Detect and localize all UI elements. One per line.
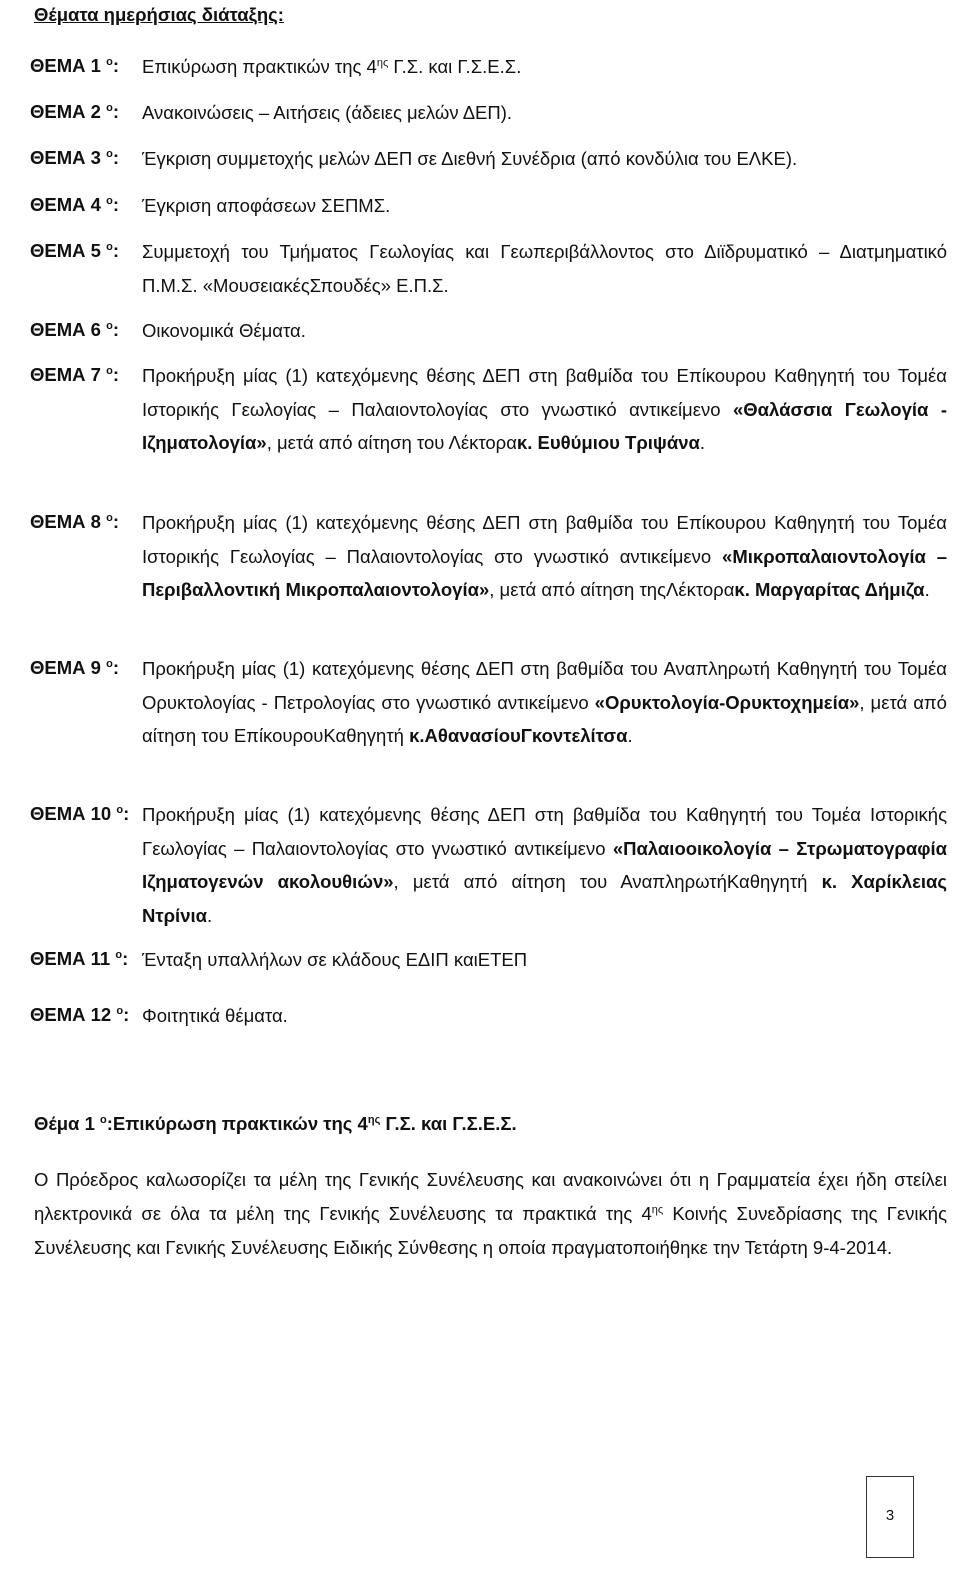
page-number-box [866, 1476, 914, 1558]
item-label-2: ΘΕΜΑ 2 $^o$: [30, 101, 119, 122]
item-label-6: ΘΕΜΑ 6 $^o$: [30, 319, 119, 340]
item-text-11: Ένταξη υπαλλήλων σε κλάδους ΕΔΙΠ καιΕΤΕΠ [142, 949, 528, 970]
item-text-2: Ανακοινώσεις – Αιτήσεις (άδειες μελών ΔΕΠ). [142, 102, 513, 123]
item-text-1: Επικύρωση πρακτικών της $4^{\eta\varsigma}$ Γ.Σ. και Γ.Σ.Ε.Σ. [142, 56, 522, 77]
agenda-heading: Θέματα ημερήσιας διάταξης: [34, 4, 284, 25]
item-label-4: ΘΕΜΑ 4 $^o$: [30, 194, 119, 215]
item-label-11: ΘΕΜΑ 11 $^o$: [30, 948, 129, 969]
item-text-4: Έγκριση αποφάσεων ΣΕΠΜΣ. [142, 195, 391, 216]
item-label-3: ΘΕΜΑ 3 $^o$: [30, 147, 119, 168]
item-text-9: Προκήρυξη μίας (1) κατεχόμενης θέσης ΔΕΠ στη βαθμίδα του Αναπληρωτή Καθηγητή του Τομέα Ορυκτολογίας - Πετρολογίας στο γνωστικό αντικείμενο «Ορυκτολογία-Ορυκτοχημεία», μετά από αίτηση του ΕπίκουρουΚαθηγητή κ.ΑθανασίουΓκοντελίτσα. [142, 658, 947, 746]
section-paragraph: Ο Πρόεδρος καλωσορίζει τα μέλη της Γενικής Συνέλευσης και ανακοινώνει ότι η Γραμματεία έχει ήδη στείλει ηλεκτρονικά σε όλα τα μέλη της Γενικής Συνέλευσης τα πρακτικά της $4^{\eta\varsigma}$ Κοινής Συνεδρίασης της Γενικής Συνέλευσης και Γενικής Συνέλευσης Ειδικής Σύνθεσης η οποία πραγματοποιήθηκε την Τετάρτη 9-4-2014. [34, 1169, 948, 1258]
item-label-5: ΘΕΜΑ 5 $^o$: [30, 240, 119, 261]
item-text-10: Προκήρυξη μίας (1) κατεχόμενης θέσης ΔΕΠ στη βαθμίδα του Καθηγητή του Τομέα Ιστορικής Γεωλογίας – Παλαιοντολογίας στο γνωστικό αντικείμενο «Παλαιοοικολογία – Στρωματογραφία Ιζηματογενών ακολουθιών», μετά από αίτηση του ΑναπληρωτήΚαθηγητή κ. Χαρίκλειας Ντρίνια. [142, 804, 947, 926]
item-text-6: Οικονομικά Θέματα. [142, 320, 306, 341]
item-text-5: Συμμετοχή του Τμήματος Γεωλογίας και Γεωπεριβάλλοντος στο Διϊδρυματικό – Διατμηματικό Π.Μ.Σ. «ΜουσειακέςΣπουδές» Ε.Π.Σ. [142, 241, 947, 296]
item-text-8: Προκήρυξη μίας (1) κατεχόμενης θέσης ΔΕΠ στη βαθμίδα του Επίκουρου Καθηγητή του Τομέα Ιστορικής Γεωλογίας – Παλαιοντολογίας στο γνωστικό αντικείμενο «Μικροπαλαιοντολογία – Περιβαλλοντική Μικροπαλαιοντολογία», μετά από αίτηση τηςΛέκτορακ. Μαργαρίτας Δήμιζα. [142, 512, 947, 600]
section-title: Θέμα 1 $^o$:Επικύρωση πρακτικών της $4^{\eta\varsigma}$ Γ.Σ. και Γ.Σ.Ε.Σ. [34, 1113, 517, 1134]
item-label-7: ΘΕΜΑ 7 $^o$: [30, 364, 119, 385]
item-label-1: ΘΕΜΑ 1 $^o$: [30, 55, 119, 76]
item-label-9: ΘΕΜΑ 9 $^o$: [30, 657, 119, 678]
item-label-8: ΘΕΜΑ 8 $^o$: [30, 511, 119, 532]
item-label-12: ΘΕΜΑ 12 $^o$: [30, 1004, 130, 1025]
item-label-10: ΘΕΜΑ 10 $^o$: [30, 803, 130, 824]
item-text-12: Φοιτητικά θέματα. [142, 1005, 288, 1026]
page-number: 3 [885, 1507, 895, 1524]
item-text-3: Έγκριση συμμετοχής μελών ΔΕΠ σε Διεθνή Συνέδρια (από κονδύλια του ΕΛΚΕ). [142, 148, 798, 169]
item-text-7: Προκήρυξη μίας (1) κατεχόμενης θέσης ΔΕΠ στη βαθμίδα του Επίκουρου Καθηγητή του Τομέα Ιστορικής Γεωλογίας – Παλαιοντολογίας στο γνωστικό αντικείμενο «Θαλάσσια Γεωλογία - Ιζηματολογία», μετά από αίτηση του Λέκτορακ. Ευθύμιου Τριψάνα. [142, 365, 947, 453]
